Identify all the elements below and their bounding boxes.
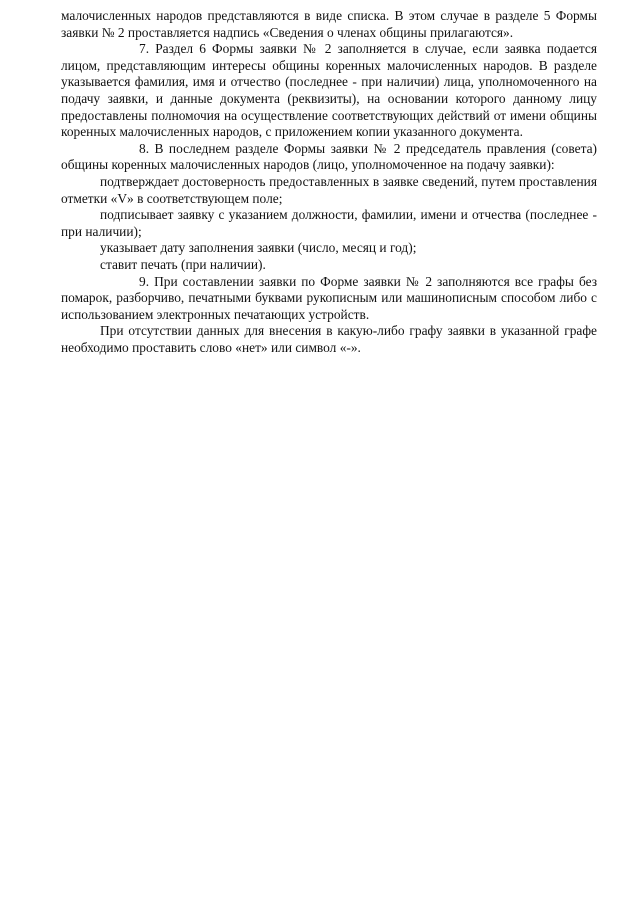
paragraph-text: Раздел 6 Формы заявки № 2 заполняется в случае, если заявка подается лицом, представляющим интересы общины коренных малочисленных народов. В разделе указывается фамилия, имя и отчество (последнее - при наличии) лица, уполномоченного на подачу заявки, и данные документа (реквизиты), на основании которого данному лицу предоставлены полномочия на осуществление соответствующих действий от имени общины коренных малочисленных народов, с приложением копии указанного документа. bbox=[61, 41, 597, 140]
paragraph-text: подтверждает достоверность предоставленных в заявке сведений, путем проставления отметки «V» в соответствующем поле; bbox=[61, 173, 597, 206]
paragraph-text: При составлении заявки по Форме заявки № 2 заполняются все графы без помарок, разборчиво, печатными буквами рукописным или машинописным способом либо с использованием электронных печатающих устройств. bbox=[61, 273, 597, 322]
paragraph-final bbox=[61, 323, 597, 356]
paragraph-continuation bbox=[61, 8, 597, 41]
paragraph-item-9 bbox=[61, 274, 597, 324]
paragraph-text: подписывает заявку с указанием должности, фамилии, имени и отчества (последнее - при наличии); bbox=[61, 207, 597, 239]
paragraph-item-7 bbox=[61, 41, 597, 141]
paragraph-text: указывает дату заполнения заявки (число, месяц и год); bbox=[100, 240, 417, 256]
paragraph-number: 9. bbox=[139, 273, 150, 289]
paragraph-item-8 bbox=[61, 141, 597, 174]
paragraph-item-8-date bbox=[61, 240, 597, 257]
paragraph-number: 8. bbox=[139, 140, 150, 156]
paragraph-text: В последнем разделе Формы заявки № 2 председатель правления (совета) общины коренных малочисленных народов (лицо, уполномоченное на подачу заявки): bbox=[61, 140, 597, 173]
paragraph-text: малочисленных народов представляются в виде списка. В этом случае в разделе 5 Формы заявки № 2 проставляется надпись «Сведения о членах общины прилагаются». bbox=[61, 8, 597, 40]
paragraph-number: 7. bbox=[139, 41, 150, 57]
document-body bbox=[61, 8, 597, 356]
paragraph-text: При отсутствии данных для внесения в какую-либо графу заявки в указанной графе необходимо проставить слово «нет» или символ «-». bbox=[61, 323, 597, 355]
paragraph-text: ставит печать (при наличии). bbox=[100, 256, 266, 272]
paragraph-item-8-sign bbox=[61, 207, 597, 240]
paragraph-item-8-stamp bbox=[61, 257, 597, 274]
paragraph-item-8-confirm bbox=[61, 174, 597, 207]
